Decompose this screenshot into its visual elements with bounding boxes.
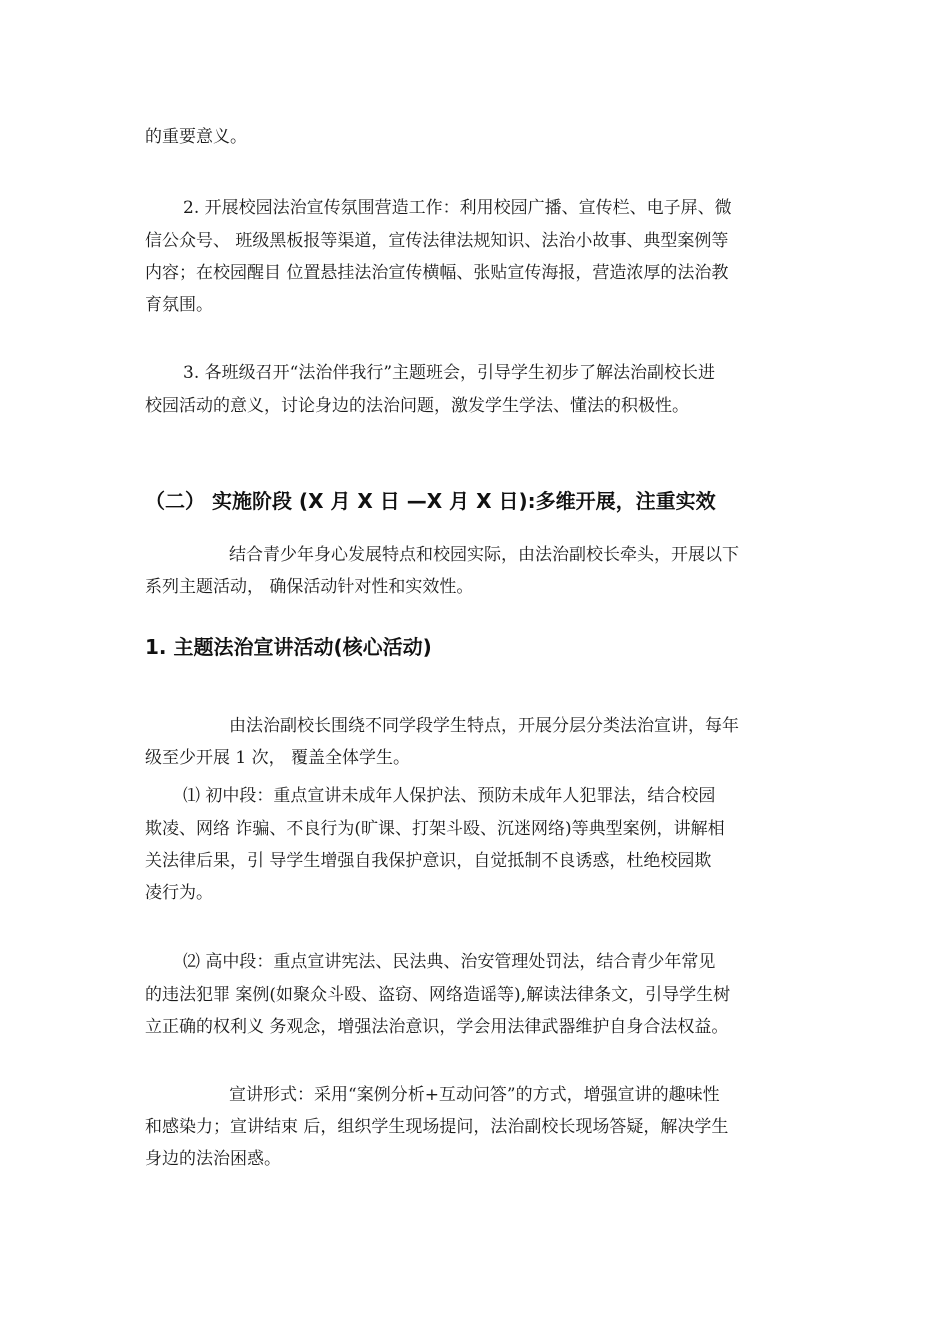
text-line: 校园活动的意义，讨论身边的法治问题，激发学生学法、懂法的积极性。 <box>145 396 689 416</box>
text-line: 宣讲形式：采用“案例分析+互动问答”的方式，增强宣讲的趣味性 <box>229 1085 720 1105</box>
text-line: 凌行为。 <box>145 883 213 903</box>
text-line: 和感染力；宣讲结束 后，组织学生现场提问，法治副校长现场答疑，解决学生 <box>145 1117 729 1137</box>
text-line: ⑴ 初中段：重点宣讲未成年人保护法、预防未成年人犯罪法，结合校园 <box>183 786 716 806</box>
text-line: 2. 开展校园法治宣传氛围营造工作：利用校园广播、宣传栏、电子屏、微 <box>183 198 732 218</box>
text-line: ⑵ 高中段：重点宣讲宪法、民法典、治安管理处罚法，结合青少年常见 <box>183 952 716 972</box>
text-line: 的重要意义。 <box>145 127 247 147</box>
text-line: 结合青少年身心发展特点和校园实际，由法治副校长牵头，开展以下 <box>229 545 739 565</box>
text-line: 立正确的权利义 务观念，增强法治意识，学会用法律武器维护自身合法权益。 <box>145 1017 729 1037</box>
subsection-heading-activity-1: 1. 主题法治宣讲活动(核心活动) <box>145 635 432 659</box>
text-line: 系列主题活动， 确保活动针对性和实效性。 <box>145 577 474 597</box>
text-line: 的违法犯罪 案例(如聚众斗殴、盗窃、网络造谣等),解读法律条文，引导学生树 <box>145 985 731 1005</box>
section-heading-stage-2: （二） 实施阶段 (X 月 X 日 —X 月 X 日):多维开展，注重实效 <box>145 489 716 513</box>
text-line: 级至少开展 1 次， 覆盖全体学生。 <box>145 748 411 768</box>
text-line: 信公众号、 班级黑板报等渠道，宣传法律法规知识、法治小故事、典型案例等 <box>145 231 729 251</box>
text-line: 欺凌、网络 诈骗、不良行为(旷课、打架斗殴、沉迷网络)等典型案例，讲解相 <box>145 819 725 839</box>
text-line: 3. 各班级召开“法治伴我行”主题班会，引导学生初步了解法治副校长进 <box>183 363 716 383</box>
text-line: 内容；在校园醒目 位置悬挂法治宣传横幅、张贴宣传海报，营造浓厚的法治教 <box>145 263 729 283</box>
text-line: 关法律后果，引 导学生增强自我保护意识，自觉抵制不良诱惑，杜绝校园欺 <box>145 851 712 871</box>
text-line: 由法治副校长围绕不同学段学生特点，开展分层分类法治宣讲，每年 <box>229 716 739 736</box>
text-line: 身边的法治困惑。 <box>145 1149 281 1169</box>
text-line: 育氛围。 <box>145 295 213 315</box>
